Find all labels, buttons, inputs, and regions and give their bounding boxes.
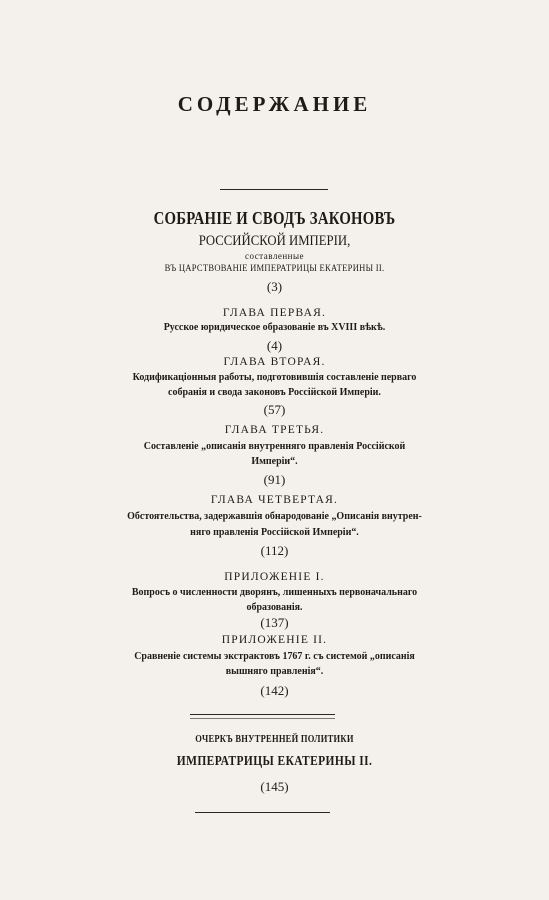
essay-page-number: (145) <box>260 779 289 794</box>
chapter-2-page-number: (57) <box>263 402 286 417</box>
chapter-3-description-line-2: Имперіи“. <box>251 456 298 467</box>
divider-bottom <box>195 812 330 813</box>
chapter-3-description-line-1: Составленіе „описанія внутренняго правленія Россійской <box>143 441 406 452</box>
essay-title-line-2: ИМПЕРАТРИЦЫ ЕКАТЕРИНЫ II. <box>176 754 373 769</box>
collection-subtitle: РОССИЙСКОЙ ИМПЕРІИ, <box>198 233 351 249</box>
collection-reign: ВЪ ЦАРСТВОВАНІЕ ИМПЕРАТРИЦЫ ЕКАТЕРИНЫ II. <box>164 264 385 274</box>
appendix-2-description-line-2: вышняго правленія“. <box>225 666 324 677</box>
collection-compiled: составленные <box>244 251 305 261</box>
chapter-3-heading: ГЛАВА ТРЕТЬЯ. <box>224 424 325 436</box>
essay-title-line-1: ОЧЕРКЪ ВНУТРЕННЕЙ ПОЛИТИКИ <box>195 734 354 745</box>
appendix-1-description-line-2: образованія. <box>246 602 303 613</box>
divider-middle <box>190 714 335 715</box>
appendix-1-page-number: (137) <box>260 615 289 630</box>
chapter-4-heading: ГЛАВА ЧЕТВЕРТАЯ. <box>210 494 339 506</box>
chapter-2-description-line-2: собранія и свода законовъ Россійской Имперіи. <box>168 387 381 398</box>
collection-page-number: (3) <box>266 279 283 294</box>
chapter-1-page-number: (4) <box>266 338 283 353</box>
chapter-1-description: Русское юридическое образованіе въ XVIII вѣкѣ. <box>163 322 386 333</box>
collection-title: СОБРАНІЕ И СВОДЪ ЗАКОНОВЪ <box>153 208 396 228</box>
appendix-1-description-line-1: Вопросъ о численности дворянъ, лишенныхъ первоначальнаго <box>131 587 418 598</box>
appendix-2-heading: ПРИЛОЖЕНІЕ II. <box>221 634 328 646</box>
chapter-4-description-line-1: Обстоятельства, задержавшія обнародованіе „Описанія внутрен- <box>127 511 422 522</box>
chapter-2-heading: ГЛАВА ВТОРАЯ. <box>223 356 326 368</box>
divider-middle-thin <box>190 718 335 719</box>
page-title: СОДЕРЖАНИЕ <box>177 92 372 116</box>
divider-top <box>220 189 328 190</box>
chapter-1-heading: ГЛАВА ПЕРВАЯ. <box>222 307 327 319</box>
appendix-2-description-line-1: Сравненіе системы экстрактовъ 1767 г. съ системой „описанія <box>134 651 415 662</box>
chapter-4-page-number: (112) <box>260 543 289 558</box>
chapter-3-page-number: (91) <box>263 472 286 487</box>
chapter-4-description-line-2: няго правленія Россійской Имперіи“. <box>190 527 359 538</box>
chapter-2-description-line-1: Кодификаціонныя работы, подготовившія составленіе перваго <box>132 372 417 383</box>
appendix-1-heading: ПРИЛОЖЕНІЕ I. <box>224 571 325 583</box>
appendix-2-page-number: (142) <box>260 683 289 698</box>
